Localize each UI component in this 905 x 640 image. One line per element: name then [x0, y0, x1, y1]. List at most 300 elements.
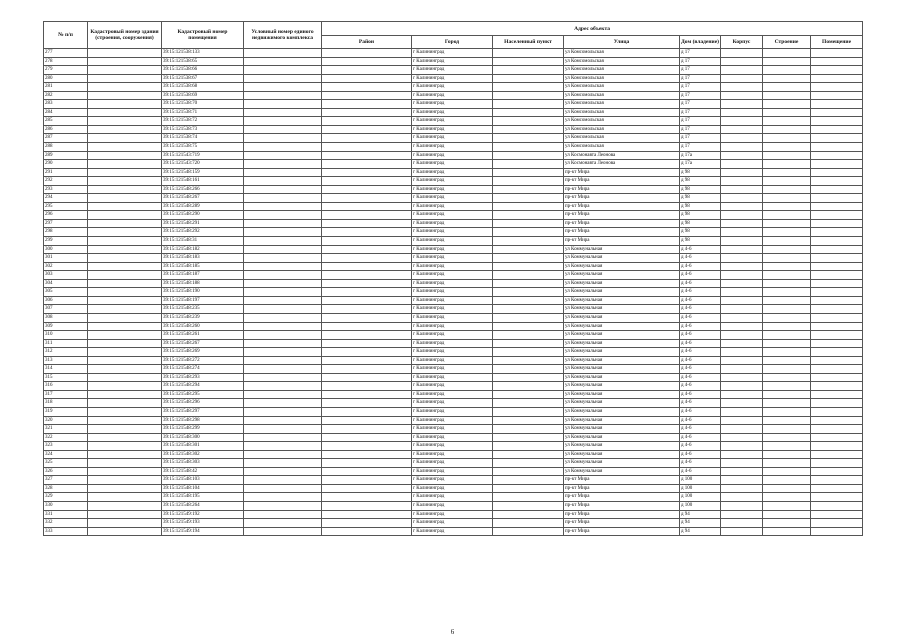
cell-cad-building [88, 493, 162, 502]
cell-cad-complex [244, 442, 322, 451]
cell-house: д 98 [680, 185, 721, 194]
cell-num: 328 [44, 484, 88, 493]
cell-house: д 4-6 [680, 305, 721, 314]
cell-settlement [493, 288, 564, 297]
cell-city: г Калининград [412, 305, 493, 314]
table-row [44, 262, 863, 271]
cell-settlement [493, 271, 564, 280]
cell-district [322, 271, 412, 280]
cell-cad-building [88, 108, 162, 117]
cell-cad-building [88, 442, 162, 451]
cell-house: д 4-6 [680, 279, 721, 288]
cell-stroenie [763, 348, 811, 357]
cell-pomeshchenie [811, 228, 863, 237]
cell-korpus [721, 476, 763, 485]
cell-settlement [493, 459, 564, 468]
cell-cad-room: 39:15:121548:195 [162, 493, 244, 502]
cell-cad-room: 39:15:121548:235 [162, 305, 244, 314]
cell-pomeshchenie [811, 262, 863, 271]
page-number: 6 [450, 628, 455, 636]
cell-korpus [721, 134, 763, 143]
cell-num: 308 [44, 313, 88, 322]
cell-cad-room: 39:15:121548:261 [162, 331, 244, 340]
cell-cad-complex [244, 450, 322, 459]
cell-cad-complex [244, 228, 322, 237]
cell-num: 307 [44, 305, 88, 314]
cell-house: д 4-6 [680, 442, 721, 451]
cell-cad-building [88, 74, 162, 83]
cell-city: г Калининград [412, 202, 493, 211]
cell-city: г Калининград [412, 279, 493, 288]
cell-house: д 4-6 [680, 407, 721, 416]
cell-num: 300 [44, 245, 88, 254]
cell-settlement [493, 493, 564, 502]
cell-street: ул Коммунальная [564, 313, 680, 322]
cell-cad-building [88, 271, 162, 280]
cell-city: г Калининград [412, 49, 493, 58]
cell-pomeshchenie [811, 83, 863, 92]
cell-settlement [493, 228, 564, 237]
cell-district [322, 194, 412, 203]
cell-house: д 100 [680, 493, 721, 502]
cell-house: д 17 [680, 108, 721, 117]
cell-house: д 4-6 [680, 399, 721, 408]
cell-street: ул Коммунальная [564, 339, 680, 348]
cell-num: 331 [44, 510, 88, 519]
cell-korpus [721, 493, 763, 502]
cell-street: ул Комсомольская [564, 117, 680, 126]
cell-pomeshchenie [811, 279, 863, 288]
cell-korpus [721, 271, 763, 280]
cell-stroenie [763, 211, 811, 220]
cell-city: г Калининград [412, 501, 493, 510]
cell-district [322, 373, 412, 382]
cell-num: 330 [44, 501, 88, 510]
cell-korpus [721, 296, 763, 305]
cell-cad-room: 39:15:121538:68 [162, 83, 244, 92]
cell-cad-room: 39:15:121548:190 [162, 288, 244, 297]
cell-city: г Калининград [412, 117, 493, 126]
cell-settlement [493, 108, 564, 117]
cell-cad-building [88, 510, 162, 519]
cell-settlement [493, 296, 564, 305]
cell-cad-building [88, 416, 162, 425]
cell-street: ул Коммунальная [564, 288, 680, 297]
cell-street: пр-кт Мира [564, 219, 680, 228]
cell-num: 311 [44, 339, 88, 348]
cell-cad-complex [244, 83, 322, 92]
cell-street: пр-кт Мира [564, 211, 680, 220]
cell-cad-room: 39:15:121538:133 [162, 49, 244, 58]
cell-settlement [493, 433, 564, 442]
cell-num: 296 [44, 211, 88, 220]
cell-district [322, 237, 412, 246]
cell-city: г Калининград [412, 373, 493, 382]
cell-city: г Калининград [412, 493, 493, 502]
cell-stroenie [763, 194, 811, 203]
cell-stroenie [763, 433, 811, 442]
cell-stroenie [763, 245, 811, 254]
cell-stroenie [763, 279, 811, 288]
cell-city: г Калининград [412, 160, 493, 169]
table-row [44, 305, 863, 314]
table-row [44, 91, 863, 100]
cell-cad-building [88, 399, 162, 408]
cell-city: г Калининград [412, 91, 493, 100]
cell-cad-building [88, 305, 162, 314]
cell-cad-room: 39:15:121538:75 [162, 143, 244, 152]
cell-cad-complex [244, 168, 322, 177]
cell-num: 305 [44, 288, 88, 297]
cell-street: пр-кт Мира [564, 228, 680, 237]
table-row [44, 74, 863, 83]
cell-street: ул Коммунальная [564, 382, 680, 391]
cell-house: д 4-6 [680, 339, 721, 348]
cell-num: 278 [44, 57, 88, 66]
cell-korpus [721, 442, 763, 451]
cell-district [322, 348, 412, 357]
cell-settlement [493, 348, 564, 357]
cell-num: 282 [44, 91, 88, 100]
cell-korpus [721, 185, 763, 194]
cell-district [322, 339, 412, 348]
cell-korpus [721, 339, 763, 348]
cell-house: д 4-6 [680, 348, 721, 357]
cell-district [322, 476, 412, 485]
cell-stroenie [763, 467, 811, 476]
cell-cad-complex [244, 365, 322, 374]
cell-pomeshchenie [811, 125, 863, 134]
cell-korpus [721, 416, 763, 425]
cell-stroenie [763, 373, 811, 382]
cell-city: г Калининград [412, 151, 493, 160]
cell-cad-building [88, 237, 162, 246]
cell-cad-room: 39:15:121548:161 [162, 177, 244, 186]
cell-cad-room: 39:15:121549:194 [162, 527, 244, 536]
cell-settlement [493, 356, 564, 365]
cell-cad-building [88, 168, 162, 177]
cell-street: пр-кт Мира [564, 177, 680, 186]
cell-district [322, 442, 412, 451]
cell-cad-room: 39:15:121548:269 [162, 348, 244, 357]
cell-street: пр-кт Мира [564, 168, 680, 177]
cell-district [322, 262, 412, 271]
cell-house: д 98 [680, 194, 721, 203]
cell-city: г Калининград [412, 143, 493, 152]
table-row [44, 211, 863, 220]
cell-cad-building [88, 194, 162, 203]
cell-settlement [493, 484, 564, 493]
cell-house: д 17 [680, 125, 721, 134]
cell-stroenie [763, 49, 811, 58]
cell-district [322, 177, 412, 186]
cell-district [322, 390, 412, 399]
table-row [44, 228, 863, 237]
cell-cad-room: 39:15:121538:70 [162, 100, 244, 109]
cell-korpus [721, 151, 763, 160]
cell-cad-room: 39:15:121548:289 [162, 202, 244, 211]
cell-settlement [493, 279, 564, 288]
cell-district [322, 254, 412, 263]
cell-num: 302 [44, 262, 88, 271]
cell-settlement [493, 125, 564, 134]
cell-settlement [493, 237, 564, 246]
cell-cad-room: 39:15:121548:302 [162, 450, 244, 459]
cell-cad-room: 39:15:121548:239 [162, 313, 244, 322]
cell-korpus [721, 288, 763, 297]
cell-stroenie [763, 476, 811, 485]
cell-stroenie [763, 185, 811, 194]
cell-num: 292 [44, 177, 88, 186]
cell-num: 319 [44, 407, 88, 416]
cell-settlement [493, 74, 564, 83]
cell-stroenie [763, 442, 811, 451]
cell-cad-complex [244, 66, 322, 75]
cell-district [322, 527, 412, 536]
cell-house: д 4-6 [680, 313, 721, 322]
cell-city: г Калининград [412, 185, 493, 194]
cell-stroenie [763, 91, 811, 100]
table-row [44, 151, 863, 160]
cell-street: ул Коммунальная [564, 271, 680, 280]
table-row [44, 493, 863, 502]
cell-district [322, 416, 412, 425]
cell-stroenie [763, 117, 811, 126]
table-row [44, 168, 863, 177]
cell-cad-room: 39:15:121548:293 [162, 373, 244, 382]
header-stroenie: Строение [763, 36, 811, 49]
cell-cad-room: 39:15:121538:69 [162, 91, 244, 100]
cell-city: г Калининград [412, 313, 493, 322]
cell-korpus [721, 365, 763, 374]
cell-house: д 4-6 [680, 296, 721, 305]
cell-num: 333 [44, 527, 88, 536]
table-row [44, 348, 863, 357]
cell-district [322, 501, 412, 510]
cell-city: г Калининград [412, 254, 493, 263]
table-row [44, 271, 863, 280]
cell-house: д 100 [680, 484, 721, 493]
cell-district [322, 399, 412, 408]
table-row [44, 160, 863, 169]
cell-cad-building [88, 228, 162, 237]
cell-city: г Калининград [412, 211, 493, 220]
cell-cad-room: 39:15:121538:72 [162, 117, 244, 126]
cell-korpus [721, 348, 763, 357]
cell-pomeshchenie [811, 365, 863, 374]
cell-cad-room: 39:15:121548:303 [162, 459, 244, 468]
cell-num: 324 [44, 450, 88, 459]
cell-cad-room: 39:15:121548:260 [162, 322, 244, 331]
cell-house: д 17 [680, 57, 721, 66]
cell-house: д 98 [680, 202, 721, 211]
cell-street: ул Коммунальная [564, 245, 680, 254]
cell-pomeshchenie [811, 271, 863, 280]
cell-korpus [721, 194, 763, 203]
cell-cad-room: 39:15:121548:187 [162, 271, 244, 280]
cell-house: д 4-6 [680, 390, 721, 399]
cell-stroenie [763, 271, 811, 280]
cell-stroenie [763, 237, 811, 246]
cell-city: г Калининград [412, 134, 493, 143]
cell-settlement [493, 202, 564, 211]
cell-settlement [493, 117, 564, 126]
cell-korpus [721, 177, 763, 186]
cell-cad-room: 39:15:121548:290 [162, 211, 244, 220]
cell-cad-room: 39:15:121548:42 [162, 467, 244, 476]
cell-korpus [721, 279, 763, 288]
cell-stroenie [763, 407, 811, 416]
cell-num: 291 [44, 168, 88, 177]
table-row [44, 331, 863, 340]
cell-settlement [493, 450, 564, 459]
cell-cad-complex [244, 382, 322, 391]
cell-cad-room: 39:15:121548:267 [162, 339, 244, 348]
cell-pomeshchenie [811, 407, 863, 416]
table-row [44, 356, 863, 365]
cell-city: г Калининград [412, 339, 493, 348]
cell-cad-room: 39:15:121538:66 [162, 66, 244, 75]
cell-city: г Калининград [412, 237, 493, 246]
cell-cad-complex [244, 519, 322, 528]
cell-settlement [493, 134, 564, 143]
header-street: Улица [564, 36, 680, 49]
cell-street: ул Коммунальная [564, 322, 680, 331]
cell-korpus [721, 228, 763, 237]
cell-stroenie [763, 450, 811, 459]
cell-settlement [493, 305, 564, 314]
cell-settlement [493, 168, 564, 177]
cell-settlement [493, 100, 564, 109]
cell-num: 293 [44, 185, 88, 194]
cell-pomeshchenie [811, 177, 863, 186]
cell-stroenie [763, 459, 811, 468]
header-district: Район [322, 36, 412, 49]
cell-cad-complex [244, 279, 322, 288]
cell-korpus [721, 245, 763, 254]
cell-cad-room: 39:15:121538:65 [162, 57, 244, 66]
cell-cad-complex [244, 407, 322, 416]
cell-pomeshchenie [811, 108, 863, 117]
cell-city: г Калининград [412, 108, 493, 117]
cell-street: ул Коммунальная [564, 356, 680, 365]
cell-pomeshchenie [811, 442, 863, 451]
cell-cad-building [88, 433, 162, 442]
cell-city: г Калининград [412, 356, 493, 365]
cell-num: 301 [44, 254, 88, 263]
cell-settlement [493, 91, 564, 100]
cell-korpus [721, 91, 763, 100]
cell-stroenie [763, 74, 811, 83]
cell-street: ул Коммунальная [564, 442, 680, 451]
cell-stroenie [763, 83, 811, 92]
table-row [44, 49, 863, 58]
cell-korpus [721, 117, 763, 126]
header-num: № п/п [44, 22, 88, 49]
cell-city: г Калининград [412, 83, 493, 92]
table-row [44, 185, 863, 194]
cell-pomeshchenie [811, 331, 863, 340]
cell-num: 315 [44, 373, 88, 382]
cell-house: д 4-6 [680, 288, 721, 297]
cell-pomeshchenie [811, 57, 863, 66]
cell-num: 325 [44, 459, 88, 468]
cell-settlement [493, 331, 564, 340]
cell-korpus [721, 433, 763, 442]
cell-korpus [721, 322, 763, 331]
cell-cad-building [88, 501, 162, 510]
cell-korpus [721, 390, 763, 399]
cell-street: пр-кт Мира [564, 194, 680, 203]
cell-stroenie [763, 527, 811, 536]
cell-district [322, 57, 412, 66]
table-row [44, 177, 863, 186]
cell-city: г Калининград [412, 74, 493, 83]
cell-street: ул Коммунальная [564, 279, 680, 288]
cell-pomeshchenie [811, 66, 863, 75]
cell-house: д 4-6 [680, 450, 721, 459]
cell-district [322, 211, 412, 220]
cell-settlement [493, 382, 564, 391]
cell-pomeshchenie [811, 527, 863, 536]
cell-num: 332 [44, 519, 88, 528]
cell-cad-complex [244, 185, 322, 194]
registry-table [43, 21, 863, 536]
cell-house: д 4-6 [680, 416, 721, 425]
cell-cad-building [88, 185, 162, 194]
cell-pomeshchenie [811, 219, 863, 228]
cell-stroenie [763, 177, 811, 186]
cell-city: г Калининград [412, 390, 493, 399]
cell-settlement [493, 219, 564, 228]
cell-cad-building [88, 177, 162, 186]
cell-house: д 17 [680, 91, 721, 100]
cell-house: д 100 [680, 476, 721, 485]
cell-num: 289 [44, 151, 88, 160]
cell-cad-room: 39:15:121548:274 [162, 365, 244, 374]
cell-pomeshchenie [811, 168, 863, 177]
cell-korpus [721, 356, 763, 365]
cell-cad-building [88, 125, 162, 134]
cell-cad-complex [244, 202, 322, 211]
cell-korpus [721, 519, 763, 528]
cell-cad-building [88, 313, 162, 322]
table-row [44, 484, 863, 493]
cell-pomeshchenie [811, 425, 863, 434]
cell-cad-complex [244, 296, 322, 305]
cell-cad-room: 39:15:121548:31 [162, 237, 244, 246]
cell-cad-building [88, 450, 162, 459]
table-row [44, 296, 863, 305]
table-row [44, 382, 863, 391]
cell-cad-complex [244, 356, 322, 365]
cell-cad-room: 39:15:121548:299 [162, 425, 244, 434]
cell-settlement [493, 416, 564, 425]
cell-pomeshchenie [811, 510, 863, 519]
cell-street: ул Комсомольская [564, 143, 680, 152]
cell-cad-complex [244, 134, 322, 143]
cell-cad-room: 39:15:121548:183 [162, 254, 244, 263]
table-row [44, 288, 863, 297]
cell-num: 313 [44, 356, 88, 365]
cell-settlement [493, 83, 564, 92]
cell-house: д 98 [680, 219, 721, 228]
cell-cad-complex [244, 143, 322, 152]
cell-korpus [721, 168, 763, 177]
cell-settlement [493, 510, 564, 519]
table-row [44, 134, 863, 143]
cell-city: г Калининград [412, 288, 493, 297]
